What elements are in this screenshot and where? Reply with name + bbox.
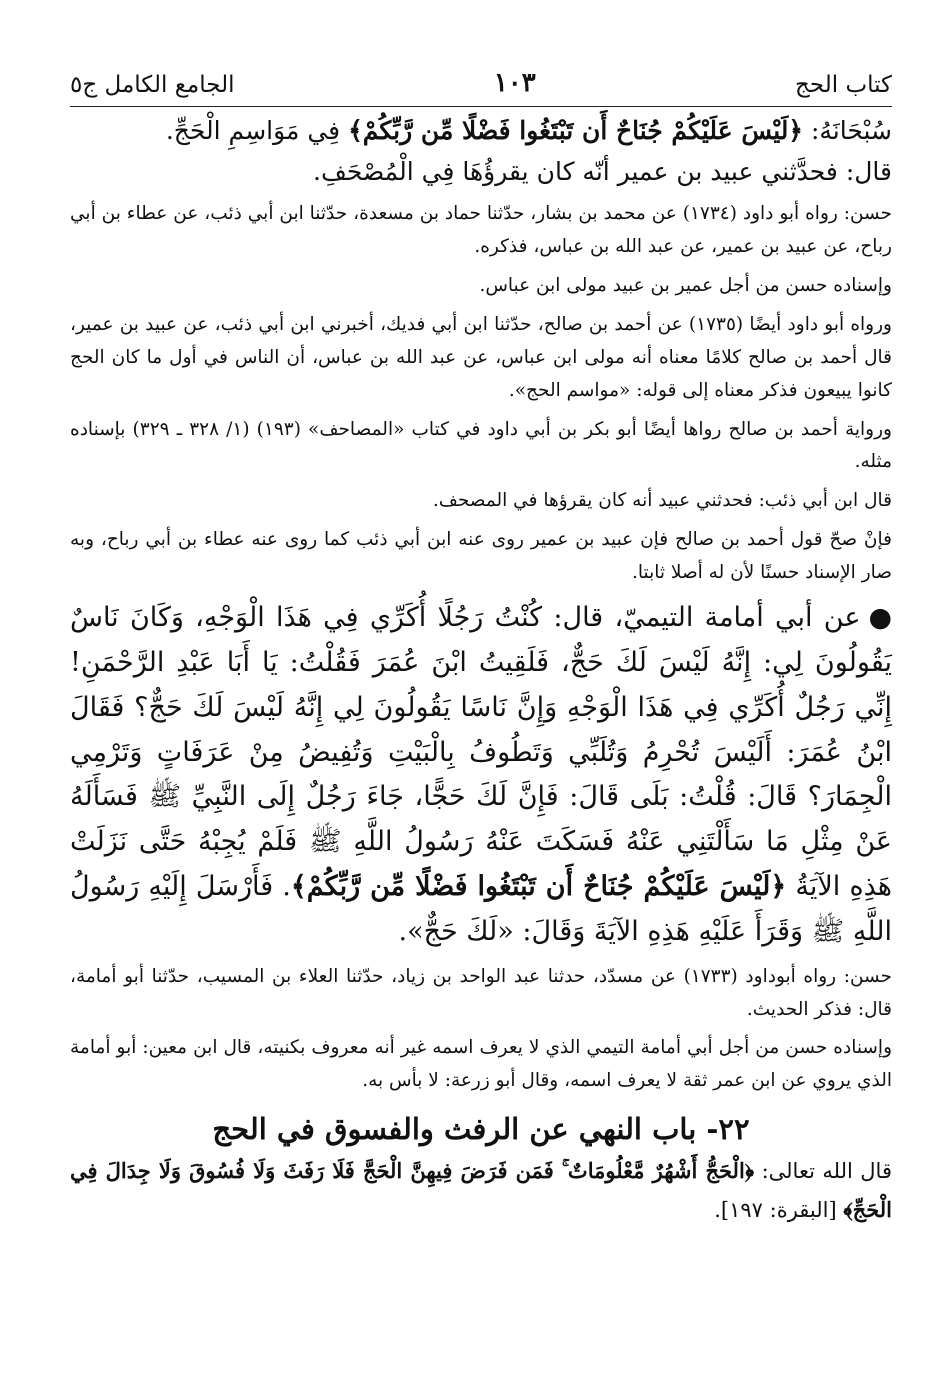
chapter-heading: ٢٢- باب النهي عن الرفث والفسوق في الحج	[212, 1112, 750, 1147]
header-volume-title: الجامع الكامل ج٥	[70, 72, 235, 98]
quran-verse: ﴿الْحَجُّ أَشْهُرٌ مَّعْلُومَاتٌ ۚ فَمَن فَرَضَ فِيهِنَّ الْحَجَّ فَلَا رَفَثَ وَلَا فُسُوقَ وَلَا جِدَالَ فِي الْحَجِّ﴾	[70, 1158, 892, 1223]
page	[70, 58, 892, 1230]
running-header	[70, 58, 892, 107]
takhrij-paragraph: ورواية أحمد بن صالح رواها أيضًا أبو بكر بن أبي داود في كتاب «المصاحف» (١٩٣) (١/ ٣٢٨ ـ ٣٢٩) بإسناده مثله.	[70, 418, 892, 473]
takhrij-paragraph: وإسناده حسن من أجل أبي أمامة التيمي الذي لا يعرف اسمه غير أنه معروف بكنيته، قال ابن معين: أبو أمامة الذي يروي عن ابن عمر ثقة لا يعرف اسمه، وقال أبو زرعة: لا بأس به.	[70, 1037, 892, 1092]
matn-text: سُبْحَانَهُ:	[803, 116, 892, 145]
verse-intro: قال الله تعالى:	[754, 1159, 892, 1184]
takhrij-paragraph: حسن: رواه أبوداود (١٧٣٣) عن مسدّد، حدثنا عبد الواحد بن زياد، حدّثنا العلاء بن المسيب، حدّثنا أبو أمامة، قال: فذكر الحديث.	[70, 965, 892, 1020]
quran-verse: ﴿لَيْسَ عَلَيْكُمْ جُنَاحٌ أَن تَبْتَغُوا فَضْلًا مِّن رَّبِّكُمْ﴾	[290, 871, 787, 903]
takhrij-paragraph: فإنْ صحّ قول أحمد بن صالح فإن عبيد بن عمير روى عنه ابن أبي ذئب كما روى عنه عطاء بن أبي رباح، وبه صار الإسناد حسنًا لأن له أصلا ثابتا.	[70, 529, 892, 584]
hadith-text: عن أبي أمامة التيميّ، قال: كُنْتُ رَجُلًا أُكَرِّي فِي هَذَا الْوَجْهِ، وَكَانَ نَاسٌ يَقُولُونَ لِي: إِنَّهُ لَيْسَ لَكَ حَجٌّ، فَلَقِيتُ ابْنَ عُمَرَ فَقُلْتُ: يَا أَبَا عَبْدِ الرَّحْمَنِ! إِنِّي رَجُلٌ أُكَرِّي فِي هَذَا الْوَجْهِ وَإِنَّ نَاسًا يَقُولُونَ لِي إِنَّهُ لَيْسَ لَكَ حَجٌّ؟ فَقَالَ ابْنُ عُمَرَ: أَلَيْسَ تُحْرِمُ وَتُلَبِّي وَتَطُوفُ بِالْبَيْتِ وَتُفِيضُ مِنْ عَرَفَاتٍ وَتَرْمِي الْجِمَارَ؟ قَالَ: قُلْتُ: بَلَى قَالَ: فَإِنَّ لَكَ حَجًّا، جَاءَ رَجُلٌ إِلَى النَّبِيِّ ﷺ فَسَأَلَهُ عَنْ مِثْلِ مَا سَأَلْتَنِي عَنْهُ فَسَكَتَ عَنْهُ رَسُولُ اللَّهِ ﷺ فَلَمْ يُجِبْهُ حَتَّى نَزَلَتْ هَذِهِ الآيَةُ	[70, 602, 892, 903]
page-number: ١٠٣	[493, 68, 536, 98]
takhrij-paragraph: وإسناده حسن من أجل عمير بن عبيد مولى ابن عباس.	[479, 274, 892, 296]
quran-verse: ﴿لَيْسَ عَلَيْكُمْ جُنَاحٌ أَن تَبْتَغُوا فَضْلًا مِّن رَّبِّكُمْ﴾	[348, 116, 804, 145]
matn-paragraph-1	[70, 111, 892, 152]
matn-paragraph-2: قال: فحدَّثني عبيد بن عمير أنّه كان يقرؤُهَا فِي الْمُصْحَفِ.	[313, 156, 892, 186]
takhrij-paragraph: حسن: رواه أبو داود (١٧٣٤) عن محمد بن بشار، حدّثنا حماد بن مسعدة، حدّثنا ابن أبي ذئب، عن عطاء بن أبي رباح، عن عبيد بن عمير، عن عبد الله بن عباس، فذكره.	[70, 203, 892, 257]
takhrij-paragraph: ورواه أبو داود أيضًا (١٧٣٥) عن أحمد بن صالح، حدّثنا ابن أبي فديك، أخبرني ابن أبي ذئب، عن عبيد بن عمير، قال أحمد بن صالح كلامًا معناه أنه مولى ابن عباس، عن عبد الله بن عباس، أن الناس في أول ما كان الحج كانوا يبيعون فذكر معناه إلى قوله: «مواسم الحج».	[70, 313, 892, 401]
header-book-title: كتاب الحج	[795, 72, 892, 98]
chapter-verse-paragraph	[70, 1152, 892, 1230]
hadith-bullet-icon: ●	[868, 602, 892, 634]
matn-text: فِي مَوَاسِمِ الْحَجِّ.	[165, 116, 349, 145]
hadith-text: . فَأَرْسَلَ إِلَيْهِ رَسُولُ اللَّهِ ﷺ وَقَرَأَ عَلَيْهِ هَذِهِ الآيَةَ وَقَالَ: «لَكَ حَجٌّ».	[70, 871, 892, 947]
takhrij-paragraph: قال ابن أبي ذئب: فحدثني عبيد أنه كان يقرؤها في المصحف.	[432, 490, 892, 512]
hadith-paragraph	[70, 596, 892, 955]
verse-reference: [البقرة: ١٩٧].	[714, 1198, 844, 1223]
